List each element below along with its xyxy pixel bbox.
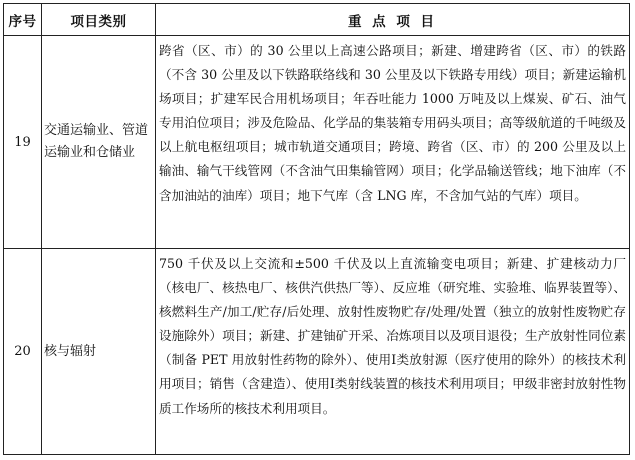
key-projects-table (3, 3, 630, 455)
header-project-category: 项目类别 (42, 4, 156, 36)
table-header-row (4, 4, 630, 36)
header-key-projects: 重 点 项 目 (156, 4, 630, 36)
header-serial-number: 序号 (4, 4, 42, 36)
row-key-projects: 750 千伏及以上交流和±500 千伏及以上直流输变电项目；新建、扩建核动力厂（核电厂、核热电厂、核供汽供热厂等）、反应堆（研究堆、实验堆、临界装置等）、核燃料生产/加工/贮存/后处理、放射性废物贮存/处理/处置（独立的放射性废物贮存设施除外）项目；新建、扩建铀矿开采、冶炼项目以及项目退役；生产放射性同位素（制备 PET 用放射性药物的除外）、使用Ⅰ类放射源（医疗使用的除外）的核技术利用项目；销售（含建造）、使用Ⅰ类射线装置的核技术利用项目；甲级非密封放射性物质工作场所的核技术利用项目。 (156, 249, 630, 455)
row-key-projects: 跨省（区、市）的 30 公里以上高速公路项目；新建、增建跨省（区、市）的铁路（不含 30 公里及以下铁路联络线和 30 公里及以下铁路专用线）项目；新建运输机场项目；扩建军民合用机场项目；年吞吐能力 1000 万吨及以上煤炭、矿石、油气专用泊位项目；涉及危险品、化学品的集装箱专用码头项目；高等级航道的千吨级及以上航电枢纽项目；城市轨道交通项目；跨境、跨省（区、市）的 200 公里及以上输油、输气干线管网（不含油气田集输管网）项目；化学品输送管线；地下油库（不含加油站的油库）项目；地下气库（含 LNG 库，不含加气站的气库）项目。 (156, 36, 630, 249)
row-category: 交通运输业、管道运输业和仓储业 (42, 36, 156, 249)
row-number: 19 (4, 36, 42, 249)
row-category: 核与辐射 (42, 249, 156, 455)
row-number: 20 (4, 249, 42, 455)
table-row (4, 249, 630, 455)
table-row (4, 36, 630, 249)
